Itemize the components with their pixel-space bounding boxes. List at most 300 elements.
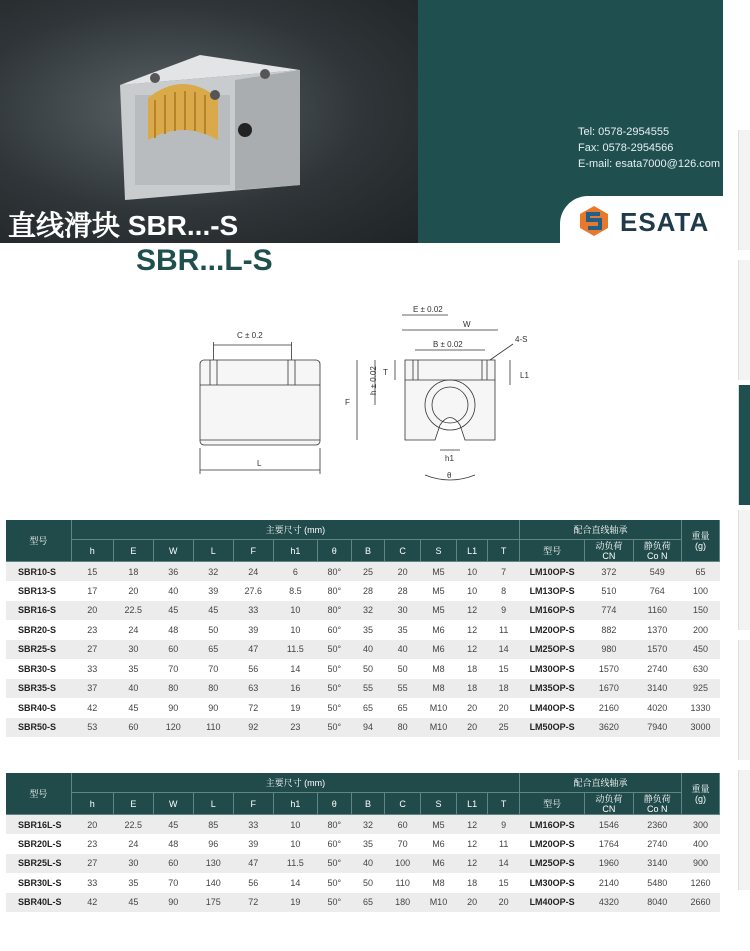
table-cell: 1370 (633, 620, 681, 640)
table-cell: 33 (71, 873, 113, 893)
table-cell: 180 (385, 893, 421, 913)
table-cell: 27 (71, 640, 113, 660)
table-cell: 90 (153, 893, 193, 913)
table-cell: 72 (233, 893, 273, 913)
table-cell: 24 (233, 562, 273, 582)
col-dim: T (488, 540, 520, 562)
col-dim: B (351, 540, 385, 562)
table-cell: 882 (585, 620, 633, 640)
col-dim: h (71, 540, 113, 562)
dim-c: C ± 0.2 (237, 331, 263, 340)
table-cell: 30 (385, 601, 421, 621)
side-tab[interactable] (738, 260, 750, 380)
table-row (6, 601, 720, 621)
table-cell: 10 (273, 834, 317, 854)
table-cell: 28 (385, 581, 421, 601)
table-cell: 2660 (682, 893, 720, 913)
table-cell: 23 (71, 834, 113, 854)
table-cell: 85 (193, 815, 233, 835)
bearing-model-cell: LM20OP-S (519, 834, 584, 854)
table-cell: 65 (351, 893, 385, 913)
col-dim: L (193, 793, 233, 815)
table-cell: 8 (488, 581, 520, 601)
table-cell: 80° (317, 562, 351, 582)
table-cell: 56 (233, 659, 273, 679)
table2-body (6, 815, 720, 913)
side-tab[interactable] (738, 130, 750, 250)
table-cell: 14 (273, 873, 317, 893)
bearing-model-cell: LM40OP-S (519, 893, 584, 913)
table-cell: 20 (456, 893, 488, 913)
table-cell: 10 (273, 620, 317, 640)
dim-holes: 4-S (515, 335, 528, 344)
table-cell: 47 (233, 640, 273, 660)
model-cell: SBR30L-S (6, 873, 71, 893)
table-cell: 40 (351, 640, 385, 660)
table-cell: 20 (71, 601, 113, 621)
table-cell: M5 (421, 601, 457, 621)
table-cell: 65 (682, 562, 720, 582)
bearing-model-cell: LM16OP-S (519, 601, 584, 621)
table-cell: 70 (385, 834, 421, 854)
table-cell: M10 (421, 698, 457, 718)
table-cell: 1260 (682, 873, 720, 893)
col-dim: W (153, 793, 193, 815)
fax: Fax: 0578-2954566 (578, 142, 674, 154)
model-cell: SBR40L-S (6, 893, 71, 913)
table-cell: 764 (633, 581, 681, 601)
model-cell: SBR16L-S (6, 815, 71, 835)
table-cell: 2740 (633, 659, 681, 679)
table-cell: 47 (233, 854, 273, 874)
col-dim: L1 (456, 540, 488, 562)
table-cell: 35 (113, 873, 153, 893)
side-tab[interactable] (738, 770, 750, 890)
table-cell: 1960 (585, 854, 633, 874)
table-cell: 35 (113, 659, 153, 679)
col-dynamic-load-unit: CN (602, 803, 616, 814)
model-cell: SBR50-S (6, 718, 71, 738)
table-cell: 37 (71, 679, 113, 699)
table-cell: 30 (113, 854, 153, 874)
col-bearing: 配合直线轴承 (519, 520, 681, 540)
table-cell: 39 (233, 620, 273, 640)
bearing-model-cell: LM40OP-S (519, 698, 584, 718)
table-cell: 80° (317, 581, 351, 601)
table-cell: 45 (113, 698, 153, 718)
side-view (200, 331, 320, 474)
table-cell: 40 (385, 640, 421, 660)
table-row (6, 562, 720, 582)
table-cell: 50° (317, 718, 351, 738)
table-cell: 1570 (585, 659, 633, 679)
table-row (6, 659, 720, 679)
table-cell: 20 (71, 815, 113, 835)
model-cell: SBR20-S (6, 620, 71, 640)
table-cell: 60 (153, 640, 193, 660)
table-cell: 33 (233, 815, 273, 835)
table-cell: 175 (193, 893, 233, 913)
dim-h1: h1 (445, 454, 454, 463)
table-cell: 14 (488, 854, 520, 874)
table-cell: 1570 (633, 640, 681, 660)
table-cell: 60 (385, 815, 421, 835)
dim-theta: θ (447, 471, 452, 480)
bearing-model-cell: LM35OP-S (519, 679, 584, 699)
col-dim: S (421, 793, 457, 815)
col-dynamic-load (585, 793, 633, 815)
table-cell: 11.5 (273, 640, 317, 660)
col-dims: 主要尺寸 (mm) (71, 520, 519, 540)
col-static-load-unit: Co N (647, 803, 668, 814)
table-cell: 18 (456, 679, 488, 699)
col-static-load (633, 540, 681, 562)
model-cell: SBR25-S (6, 640, 71, 660)
table-cell: 9 (488, 815, 520, 835)
table-cell: 20 (385, 562, 421, 582)
col-dim: C (385, 793, 421, 815)
table-cell: 12 (456, 815, 488, 835)
table-cell: 12 (456, 620, 488, 640)
table-cell: 8040 (633, 893, 681, 913)
table-cell: 90 (153, 698, 193, 718)
col-dynamic-load-label: 动负荷 (595, 793, 623, 804)
table-cell: 50 (351, 873, 385, 893)
table-cell: 42 (71, 698, 113, 718)
table-cell: 3140 (633, 679, 681, 699)
col-dim: θ (317, 540, 351, 562)
table-cell: 20 (456, 718, 488, 738)
col-dim: E (113, 540, 153, 562)
table-cell: 15 (488, 873, 520, 893)
table-cell: 5480 (633, 873, 681, 893)
dim-f: F (345, 398, 350, 407)
tel: Tel: 0578-2954555 (578, 126, 670, 138)
table-cell: 150 (682, 601, 720, 621)
col-dim: θ (317, 793, 351, 815)
col-dim: L1 (456, 793, 488, 815)
table-cell: 10 (456, 581, 488, 601)
table-cell: 120 (153, 718, 193, 738)
table-cell: 50° (317, 698, 351, 718)
table-cell: 19 (273, 893, 317, 913)
table-cell: 40 (351, 854, 385, 874)
table-cell: 925 (682, 679, 720, 699)
bearing-model-cell: LM50OP-S (519, 718, 584, 738)
table-cell: M10 (421, 718, 457, 738)
col-dynamic-load-label: 动负荷 (595, 540, 623, 551)
table-cell: 510 (585, 581, 633, 601)
col-model: 型号 (6, 520, 71, 562)
table-cell: 63 (233, 679, 273, 699)
table-cell: 140 (193, 873, 233, 893)
table-cell: M5 (421, 562, 457, 582)
col-dim: C (385, 540, 421, 562)
col-dim: S (421, 540, 457, 562)
table-cell: 72 (233, 698, 273, 718)
col-dynamic-load (585, 540, 633, 562)
table-cell: M8 (421, 659, 457, 679)
contact-info (578, 124, 720, 172)
table-cell: 10 (273, 601, 317, 621)
table-cell: 300 (682, 815, 720, 835)
esata-logo-icon (578, 205, 610, 237)
col-static-load-label: 静负荷 (643, 540, 671, 551)
table-cell: 27.6 (233, 581, 273, 601)
table-cell: 55 (351, 679, 385, 699)
table-cell: 20 (488, 698, 520, 718)
table-cell: 774 (585, 601, 633, 621)
table-cell: 6 (273, 562, 317, 582)
dim-h: h ± 0.02 (369, 366, 378, 395)
table-cell: 9 (488, 601, 520, 621)
table-cell: 22.5 (113, 815, 153, 835)
table-cell: 32 (351, 815, 385, 835)
table-cell: 80° (317, 601, 351, 621)
table-row (6, 873, 720, 893)
table-cell: 40 (113, 679, 153, 699)
table-cell: 11 (488, 620, 520, 640)
bearing-model-cell: LM25OP-S (519, 854, 584, 874)
table-cell: 33 (233, 601, 273, 621)
table-cell: 50 (351, 659, 385, 679)
table-cell: 39 (233, 834, 273, 854)
table-cell: M8 (421, 679, 457, 699)
table-cell: 45 (113, 893, 153, 913)
col-bearing: 配合直线轴承 (519, 773, 681, 793)
table-row (6, 640, 720, 660)
table-cell: 12 (456, 640, 488, 660)
model-cell: SBR40-S (6, 698, 71, 718)
col-dim: h1 (273, 540, 317, 562)
table-cell: M6 (421, 834, 457, 854)
table-cell: 3000 (682, 718, 720, 738)
table-cell: 80 (385, 718, 421, 738)
table-cell: 12 (456, 601, 488, 621)
table-cell: 12 (456, 854, 488, 874)
table-cell: 110 (385, 873, 421, 893)
table-cell: 15 (71, 562, 113, 582)
table-cell: 90 (193, 698, 233, 718)
table-cell: 18 (456, 873, 488, 893)
table-cell: 8.5 (273, 581, 317, 601)
table-cell: 4020 (633, 698, 681, 718)
table-row (6, 893, 720, 913)
table-cell: 22.5 (113, 601, 153, 621)
table-cell: 60° (317, 620, 351, 640)
table-cell: 92 (233, 718, 273, 738)
table-cell: 17 (71, 581, 113, 601)
table-cell: 2160 (585, 698, 633, 718)
weight-unit: (g) (695, 540, 706, 551)
model-cell: SBR20L-S (6, 834, 71, 854)
col-dim: F (233, 793, 273, 815)
table-cell: M8 (421, 873, 457, 893)
table-cell: 65 (385, 698, 421, 718)
table-cell: 65 (351, 698, 385, 718)
table-cell: 70 (153, 659, 193, 679)
table-cell: 1330 (682, 698, 720, 718)
table-cell: 50° (317, 679, 351, 699)
dim-header-row (6, 793, 720, 815)
col-bearing-model: 型号 (519, 793, 584, 815)
table-row (6, 581, 720, 601)
table-cell: 24 (113, 620, 153, 640)
table-cell: 55 (385, 679, 421, 699)
col-bearing-model: 型号 (519, 540, 584, 562)
col-dims: 主要尺寸 (mm) (71, 773, 519, 793)
front-view (345, 305, 529, 480)
model-cell: SBR25L-S (6, 854, 71, 874)
side-tab-active[interactable] (738, 385, 750, 505)
table-cell: 32 (351, 601, 385, 621)
table-cell: 16 (273, 679, 317, 699)
col-dim: W (153, 540, 193, 562)
table1-body (6, 562, 720, 738)
side-tab[interactable] (738, 510, 750, 630)
table-cell: 48 (153, 834, 193, 854)
brand-name: ESATA (620, 207, 710, 237)
table-cell: 35 (351, 834, 385, 854)
table-cell: 20 (456, 698, 488, 718)
col-dim: L (193, 540, 233, 562)
table-cell: 30 (113, 640, 153, 660)
table-cell: 130 (193, 854, 233, 874)
table-cell: 20 (113, 581, 153, 601)
table-cell: 50° (317, 854, 351, 874)
spec-table-sbr-l-s (6, 773, 720, 912)
email: E-mail: esata7000@126.com (578, 158, 721, 170)
table-cell: 48 (153, 620, 193, 640)
table-row (6, 854, 720, 874)
dim-l1: L1 (520, 371, 529, 380)
model-cell: SBR16-S (6, 601, 71, 621)
table-cell: 1670 (585, 679, 633, 699)
table-cell: 900 (682, 854, 720, 874)
model-cell: SBR13-S (6, 581, 71, 601)
table-cell: 27 (71, 854, 113, 874)
brand-logo (560, 196, 750, 243)
bearing-model-cell: LM30OP-S (519, 873, 584, 893)
table-cell: M6 (421, 854, 457, 874)
table-cell: M6 (421, 620, 457, 640)
table-cell: 1764 (585, 834, 633, 854)
table-cell: 400 (682, 834, 720, 854)
table-cell: 1160 (633, 601, 681, 621)
table-cell: 1546 (585, 815, 633, 835)
col-dim: E (113, 793, 153, 815)
weight-label: 重量 (691, 530, 710, 541)
table-cell: 372 (585, 562, 633, 582)
bearing-model-cell: LM25OP-S (519, 640, 584, 660)
table-cell: 50° (317, 893, 351, 913)
bearing-model-cell: LM16OP-S (519, 815, 584, 835)
model-cell: SBR30-S (6, 659, 71, 679)
table-cell: 630 (682, 659, 720, 679)
table-cell: 39 (193, 581, 233, 601)
table-cell: 42 (71, 893, 113, 913)
table-cell: 35 (351, 620, 385, 640)
table-cell: 7940 (633, 718, 681, 738)
bearing-model-cell: LM13OP-S (519, 581, 584, 601)
table-cell: 45 (153, 815, 193, 835)
table-cell: 23 (71, 620, 113, 640)
table-cell: 60 (113, 718, 153, 738)
table-cell: 94 (351, 718, 385, 738)
col-weight (682, 520, 720, 562)
table-cell: 50° (317, 640, 351, 660)
dim-e: E ± 0.02 (413, 305, 443, 314)
table-cell: 45 (153, 601, 193, 621)
table-cell: 100 (385, 854, 421, 874)
table-cell: 53 (71, 718, 113, 738)
bearing-model-cell: LM10OP-S (519, 562, 584, 582)
table-cell: 96 (193, 834, 233, 854)
table-cell: 36 (153, 562, 193, 582)
model-cell: SBR35-S (6, 679, 71, 699)
table-cell: 80° (317, 815, 351, 835)
table-cell: 11 (488, 834, 520, 854)
col-dim: h (71, 793, 113, 815)
bearing-model-cell: LM30OP-S (519, 659, 584, 679)
table-row (6, 834, 720, 854)
col-static-load-unit: Co N (647, 550, 668, 561)
col-dim: T (488, 793, 520, 815)
table-cell: 80 (153, 679, 193, 699)
table-cell: 18 (456, 659, 488, 679)
col-static-load-label: 静负荷 (643, 793, 671, 804)
table-cell: 14 (273, 659, 317, 679)
table-cell: 35 (385, 620, 421, 640)
table-cell: 32 (193, 562, 233, 582)
table-cell: 24 (113, 834, 153, 854)
table-cell: 2140 (585, 873, 633, 893)
dim-w: W (463, 320, 471, 329)
table-cell: 980 (585, 640, 633, 660)
dim-t: T (383, 368, 388, 377)
table-cell: 28 (351, 581, 385, 601)
col-dynamic-load-unit: CN (602, 550, 616, 561)
table-cell: 3620 (585, 718, 633, 738)
table-cell: 50° (317, 659, 351, 679)
table-cell: 80 (193, 679, 233, 699)
side-tab[interactable] (738, 640, 750, 760)
table-cell: 56 (233, 873, 273, 893)
page-title: 直线滑块 SBR...-S (8, 210, 239, 241)
table-cell: 25 (488, 718, 520, 738)
table-cell: M10 (421, 893, 457, 913)
table-cell: 65 (193, 640, 233, 660)
col-dim: B (351, 793, 385, 815)
table-row (6, 679, 720, 699)
spec-table-sbr-s (6, 520, 720, 737)
table-cell: 45 (193, 601, 233, 621)
table-row (6, 698, 720, 718)
table-cell: 200 (682, 620, 720, 640)
table-cell: 20 (488, 893, 520, 913)
table-cell: 10 (456, 562, 488, 582)
table-cell: 60° (317, 834, 351, 854)
technical-drawing (185, 300, 565, 490)
table-cell: M5 (421, 815, 457, 835)
dim-l: L (257, 459, 262, 468)
col-dim: h1 (273, 793, 317, 815)
table-row (6, 718, 720, 738)
table-cell: 70 (153, 873, 193, 893)
table-cell: 25 (351, 562, 385, 582)
col-static-load (633, 793, 681, 815)
weight-unit: (g) (695, 793, 706, 804)
